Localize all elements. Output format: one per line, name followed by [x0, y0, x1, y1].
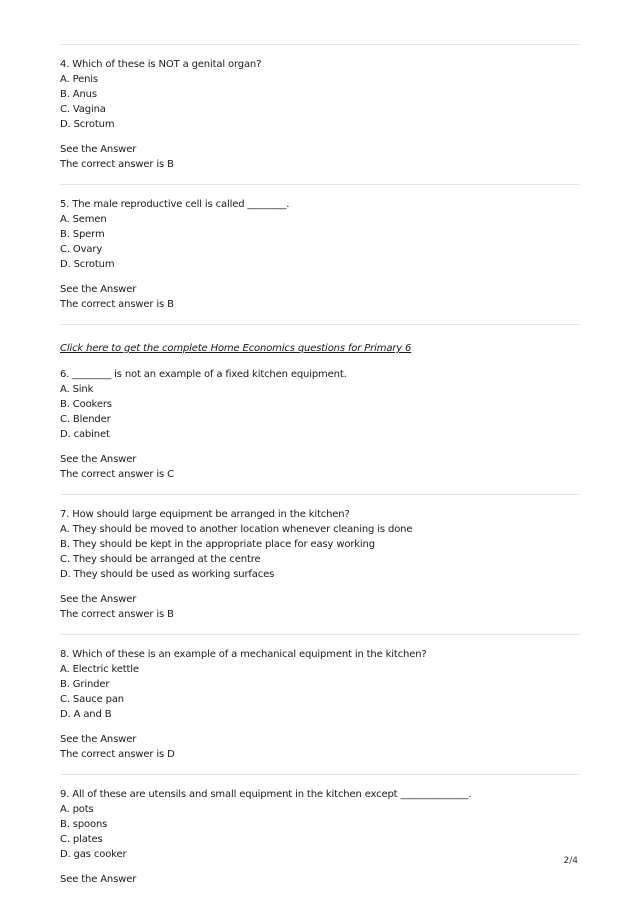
complete-questions-link[interactable]: Click here to get the complete Home Economics questions for Primary 6 — [60, 343, 412, 354]
see-answer-toggle[interactable]: See the Answer — [60, 734, 137, 745]
option-d: D. cabinet — [60, 429, 110, 440]
option-c: C. Sauce pan — [60, 694, 124, 705]
option-b: B. spoons — [60, 819, 108, 830]
see-answer-toggle[interactable]: See the Answer — [60, 594, 137, 605]
question-block-9 — [60, 775, 579, 887]
option-a: A. Electric kettle — [60, 664, 139, 675]
option-c: C. Ovary — [60, 244, 103, 255]
page-number: 2/4 — [563, 856, 578, 866]
option-b: B. Grinder — [60, 679, 110, 690]
see-answer-toggle[interactable]: See the Answer — [60, 284, 137, 295]
option-a: A. Semen — [60, 214, 107, 225]
question-text: 8. Which of these is an example of a mechanical equipment in the kitchen? — [60, 649, 427, 660]
option-d: D. They should be used as working surfaces — [60, 569, 275, 580]
option-b: B. Sperm — [60, 229, 105, 240]
option-b: B. They should be kept in the appropriate place for easy working — [60, 539, 375, 550]
question-text: 5. The male reproductive cell is called ________. — [60, 199, 290, 210]
question-block-5 — [60, 185, 579, 324]
correct-answer: The correct answer is B — [60, 299, 174, 310]
option-a: A. They should be moved to another location whenever cleaning is done — [60, 524, 413, 535]
option-c: C. They should be arranged at the centre — [60, 554, 261, 565]
question-text: 4. Which of these is NOT a genital organ? — [60, 59, 262, 70]
see-answer-toggle[interactable]: See the Answer — [60, 144, 137, 155]
correct-answer: The correct answer is B — [60, 609, 174, 620]
question-block-8 — [60, 635, 579, 774]
question-text: 9. All of these are utensils and small equipment in the kitchen except ______________. — [60, 789, 472, 800]
option-d: D. Scrotum — [60, 119, 115, 130]
option-d: D. Scrotum — [60, 259, 115, 270]
promo-link-row — [60, 325, 579, 367]
option-c: C. plates — [60, 834, 103, 845]
document-page — [60, 44, 579, 887]
see-answer-toggle[interactable]: See the Answer — [60, 454, 137, 465]
correct-answer: The correct answer is C — [60, 469, 174, 480]
option-c: C. Vagina — [60, 104, 106, 115]
option-d: D. gas cooker — [60, 849, 127, 860]
question-block-4 — [60, 45, 579, 184]
option-a: A. Penis — [60, 74, 98, 85]
correct-answer: The correct answer is D — [60, 749, 175, 760]
question-block-6 — [60, 367, 579, 494]
question-text: 6. ________ is not an example of a fixed kitchen equipment. — [60, 369, 347, 380]
option-a: A. pots — [60, 804, 94, 815]
option-d: D. A and B — [60, 709, 112, 720]
see-answer-toggle[interactable]: See the Answer — [60, 874, 137, 885]
question-block-7 — [60, 495, 579, 634]
option-c: C. Blender — [60, 414, 111, 425]
correct-answer: The correct answer is B — [60, 159, 174, 170]
option-b: B. Cookers — [60, 399, 112, 410]
question-text: 7. How should large equipment be arranged in the kitchen? — [60, 509, 350, 520]
option-b: B. Anus — [60, 89, 97, 100]
option-a: A. Sink — [60, 384, 94, 395]
